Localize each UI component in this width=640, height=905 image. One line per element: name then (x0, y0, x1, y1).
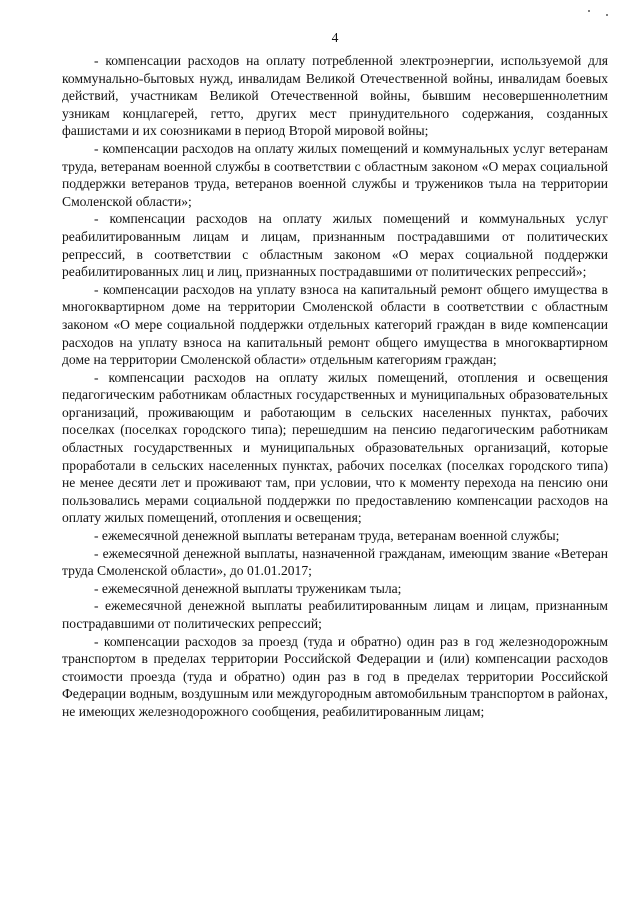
page-number: 4 (331, 30, 339, 45)
paragraph-teachers-housing: - компенсации расходов на оплату жилых помещений, отопления и освещения педагогическим работникам областных государственных и муниципальных образовательных организаций, проживающим и работающим в сельских населенных пунктах, рабочих поселках (поселках городского типа); перешедшим на пенсию педагогическим работникам областных государственных и муниципальных образовательных организаций, которые проработали в сельских населенных пунктах, рабочих поселках (поселках городского типа) не менее десяти лет и проживают там, при условии, что к моменту перехода на пенсию они пользовались мерами социальной поддержки по предоставлению компенсации расходов на оплату жилых помещений, отопления и освещения; (62, 369, 608, 526)
document-page (62, 30, 608, 721)
paragraph-monthly-smolensk-veterans: - ежемесячной денежной выплаты, назначенной гражданам, имеющим звание «Ветеран труда Смоленской области», до 01.01.2017; (62, 545, 608, 579)
paragraph-capital-repair: - компенсации расходов на уплату взноса на капитальный ремонт общего имущества в многоквартирном доме на территории Смоленской области в соответствии с областным законом «О мере социальной поддержки отдельных категорий граждан в виде компенсации расходов на уплату взноса на капитальный ремонт общего имущества в многоквартирном доме на территории Смоленской области» отдельным категориям граждан; (62, 281, 608, 368)
paragraph-monthly-veterans: - ежемесячной денежной выплаты ветеранам труда, ветеранам военной службы; (94, 528, 560, 544)
paragraph-monthly-home-front: - ежемесячной денежной выплаты труженикам тыла; (94, 580, 402, 596)
paragraph-electricity-compensation: - компенсации расходов на оплату потребленной электроэнергии, используемой для коммунально-бытовых нужд, инвалидам Великой Отечественной войны, инвалидам боевых действий, участникам Великой Отечественной войны, бывшим несовершеннолетним узникам концлагерей, гетто, других мест принудительного содержания, созданных фашистами и их союзниками в период Второй мировой войны; (62, 53, 608, 139)
scan-speck (606, 14, 608, 16)
paragraph-labor-veterans-housing: - компенсации расходов на оплату жилых помещений и коммунальных услуг ветеранам труда, ветеранам военной службы в соответствии с областным законом «О мерах социальной поддержки ветеранов труда, ветеранов военной службы и тружеников тыла на территории Смоленской области»; (62, 140, 608, 209)
paragraph-rehabilitated-housing: - компенсации расходов на оплату жилых помещений и коммунальных услуг реабилитированным лицам и лицам, признанным пострадавшими от политических репрессий, в соответствии с областным законом «О мерах социальной поддержки реабилитированных лиц и лиц, признанных пострадавшими от политических репрессий»; (62, 211, 608, 280)
paragraph-monthly-rehabilitated: - ежемесячной денежной выплаты реабилитированным лицам и лицам, признанным пострадавшими от политических репрессий; (62, 598, 608, 631)
paragraph-travel-compensation: - компенсации расходов за проезд (туда и обратно) один раз в год железнодорожным транспортом в пределах территории Российской Федерации и (или) компенсации расходов стоимости проезда (туда и обратно) один раз в год в пределах территории Российской Федерации водным, воздушным или междугородным автомобильным транспортом в районах, не имеющих железнодорожного сообщения, реабилитированным лицам; (62, 633, 608, 719)
scan-speck (588, 10, 590, 12)
